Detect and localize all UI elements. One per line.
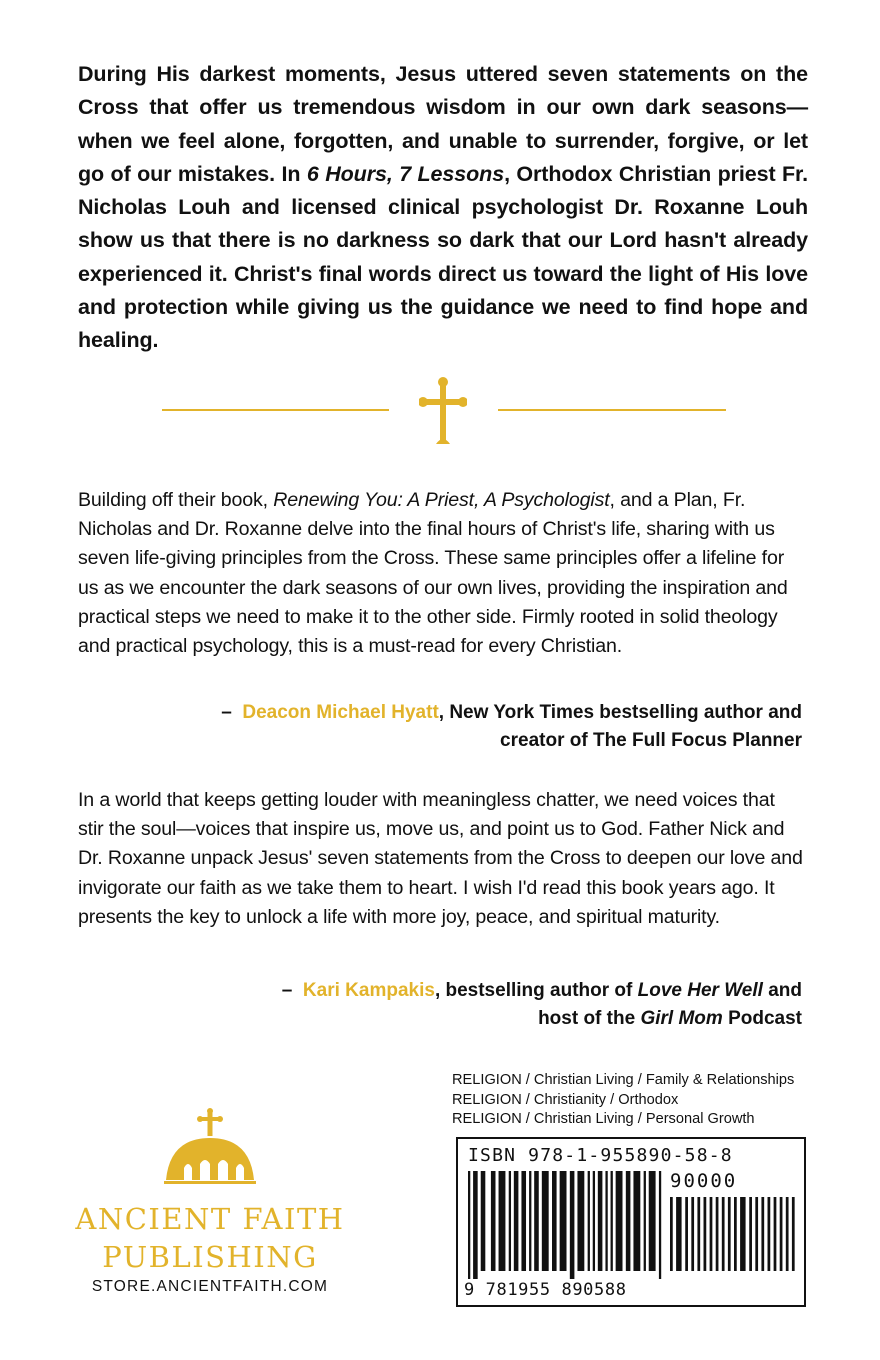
- category-line: RELIGION / Christian Living / Personal Growth: [452, 1111, 755, 1128]
- barcode-bar: [670, 1197, 673, 1271]
- barcode-bar: [780, 1197, 783, 1271]
- barcode-bar: [534, 1171, 539, 1271]
- isbn-label: ISBN 978-1-955890-58-8: [468, 1145, 733, 1166]
- endorsement-2-text: In a world that keeps getting louder with meaningless chatter, we need voices that stir the soul—voices that inspire us, move us, and point us to God. Father Nick and Dr. Roxanne unpack Jesus' seven statements from the Cross to deepen our love and invigorate our faith as we take them to heart. I wish I'd read this book years ago. It presents the key to unlock a life with more joy, peace, and spiritual maturity.: [78, 789, 803, 928]
- bisac-categories: [452, 1071, 794, 1130]
- barcode-bar: [570, 1171, 575, 1279]
- endorser-book-title: Love Her Well: [637, 980, 763, 1001]
- barcode-bar: [734, 1197, 737, 1271]
- endorser-credential-1a: , bestselling author of: [434, 980, 638, 1001]
- ean-barcode: [468, 1171, 664, 1279]
- barcode-bar: [529, 1171, 531, 1271]
- barcode-bar: [710, 1197, 713, 1271]
- barcode-bar: [691, 1197, 694, 1271]
- endorser-credential-1: , New York Times bestselling author and: [438, 702, 802, 723]
- category-line: RELIGION / Christian Living / Family & Relationships: [452, 1072, 795, 1088]
- endorsement-1-attribution: [221, 699, 802, 754]
- endorser-podcast-title: Girl Mom: [640, 1007, 723, 1029]
- divider-right-rule: [498, 409, 726, 411]
- publisher-url[interactable]: STORE.ANCIENTFAITH.COM: [91, 1278, 329, 1295]
- barcode-bar: [468, 1171, 470, 1279]
- endorsement-1-text: [78, 486, 805, 661]
- barcode-bar: [499, 1171, 506, 1271]
- barcode-bar: [722, 1197, 725, 1271]
- category-line: RELIGION / Christianity / Orthodox: [452, 1091, 679, 1108]
- barcode-bar: [521, 1171, 526, 1271]
- endorser-credential-2a: host of the: [538, 1007, 641, 1029]
- barcode-bar: [786, 1197, 789, 1271]
- ean-digits: 9 781955 890588: [464, 1280, 627, 1300]
- endorser-name: Kari Kampakis: [302, 980, 435, 1001]
- barcode-bar: [481, 1171, 486, 1271]
- barcode-bar: [605, 1171, 607, 1271]
- endorsement-1-post: , and a Plan, Fr. Nicholas and Dr. Roxanne delve into the final hours of Christ's life, sharing with us seven life-giving principles from the Cross. These same principles offer a lifeline for us as we encounter the dark seasons of our own lives, providing the inspiration and practical steps we need to make it to the other side. Firmly rooted in solid theology and practical psychology, this is a must-read for every Christian.: [78, 489, 788, 658]
- intro-text-2: , Orthodox Christian priest Fr. Nicholas Louh and licensed clinical psychologist Dr. Roxanne Louh show us that there is no darkness so dark that our Lord hasn't already experienced it. Christ's final words direct us toward the light of His love and protection while giving us the guidance we need to find hope and healing.: [78, 161, 808, 353]
- endorsement-1-book-title: Renewing You: A Priest, A Psychologist: [273, 489, 610, 511]
- barcode-bar: [740, 1197, 745, 1271]
- addon-barcode: [670, 1197, 798, 1279]
- attribution-dash: –: [281, 980, 293, 1001]
- barcode-bar: [509, 1171, 511, 1271]
- publisher-name-line2: PUBLISHING: [102, 1240, 318, 1274]
- barcode-bar: [755, 1197, 758, 1271]
- endorser-credential-2b: Podcast: [722, 1007, 802, 1029]
- intro-text-1: During His darkest moments, Jesus uttered seven statements on the Cross that offer us tremendous wisdom in our own dark seasons—when we feel alone, forgotten, and unable to surrender, forgive, or let go of our mistakes. In: [78, 62, 808, 186]
- barcode-bar: [644, 1171, 646, 1271]
- attribution-dash: –: [221, 702, 232, 723]
- barcode-bar: [685, 1197, 688, 1271]
- barcode-bar: [588, 1171, 590, 1271]
- endorser-credential-1b: and: [762, 980, 802, 1001]
- barcode-bar: [774, 1197, 777, 1271]
- barcode-bar: [611, 1171, 613, 1271]
- barcode-bar: [697, 1197, 700, 1271]
- barcode-bar: [552, 1171, 557, 1271]
- barcode-bar: [616, 1171, 623, 1271]
- publisher-logo: [60, 1108, 360, 1303]
- intro-book-title: 6 Hours, 7 Lessons: [306, 161, 505, 186]
- dome-cross-icon: [160, 1108, 260, 1188]
- endorser-name: Deacon Michael Hyatt: [242, 702, 439, 723]
- barcode-bar: [676, 1197, 681, 1271]
- barcode-bar: [659, 1171, 661, 1279]
- barcode-bar: [626, 1171, 631, 1271]
- barcode-box: [456, 1137, 806, 1307]
- barcode-bar: [514, 1171, 519, 1271]
- barcode-bar: [761, 1197, 764, 1271]
- barcode-bar: [593, 1171, 595, 1271]
- barcode-bar: [633, 1171, 640, 1271]
- price-code: 90000: [670, 1170, 738, 1192]
- barcode-bar: [716, 1197, 719, 1271]
- barcode-bar: [473, 1171, 478, 1279]
- barcode-bar: [542, 1171, 549, 1271]
- endorsement-1-pre: Building off their book,: [78, 489, 274, 511]
- endorser-credential-2: creator of The Full Focus Planner: [500, 729, 802, 751]
- barcode-bar: [560, 1171, 567, 1271]
- intro-paragraph: [78, 58, 808, 358]
- barcode-bar: [704, 1197, 707, 1271]
- barcode-bar: [792, 1197, 795, 1271]
- barcode-bar: [577, 1171, 584, 1271]
- barcode-bar: [491, 1171, 496, 1271]
- publisher-name-line1: ANCIENT FAITH: [75, 1202, 345, 1236]
- barcode-bar: [728, 1197, 731, 1271]
- barcode-bar: [749, 1197, 752, 1271]
- endorsement-2-attribution: [282, 977, 802, 1032]
- barcode-bar: [598, 1171, 603, 1271]
- barcode-bar: [768, 1197, 771, 1271]
- barcode-bar: [649, 1171, 656, 1271]
- divider-left-rule: [162, 409, 389, 411]
- cross-icon: [419, 376, 467, 448]
